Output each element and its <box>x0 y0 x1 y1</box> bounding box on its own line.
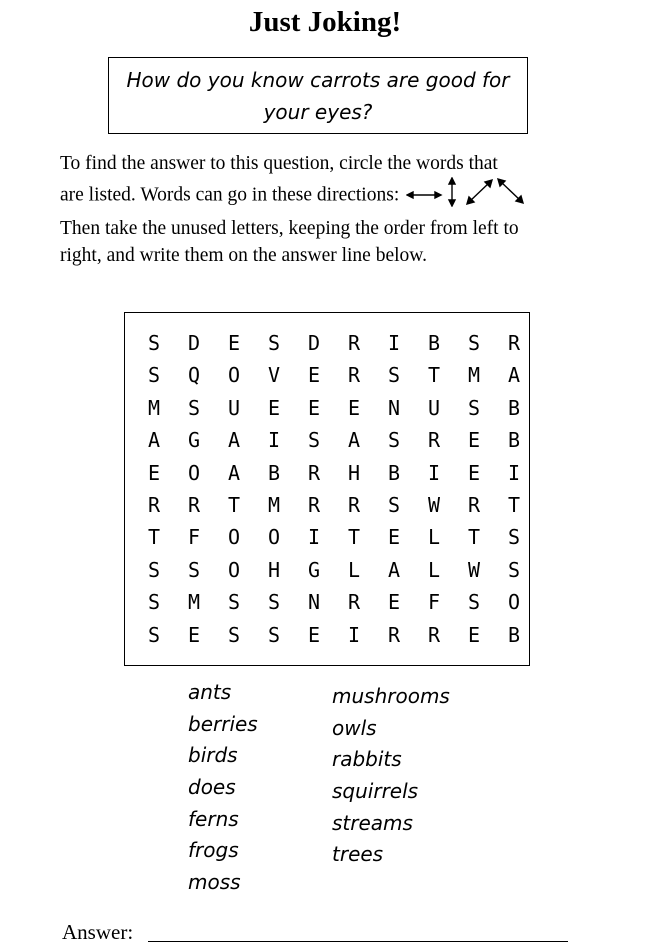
grid-cell[interactable]: E <box>387 525 401 550</box>
word-search-grid <box>134 327 534 651</box>
grid-cell[interactable]: O <box>507 590 521 615</box>
grid-cell[interactable]: R <box>387 622 401 647</box>
grid-cell[interactable]: E <box>187 622 201 647</box>
grid-cell[interactable]: F <box>187 525 201 550</box>
answer-label: Answer: <box>62 920 134 944</box>
grid-cell[interactable]: S <box>227 622 241 647</box>
word-list-item: birds <box>188 743 238 768</box>
grid-cell[interactable]: S <box>507 525 521 550</box>
grid-cell[interactable]: T <box>227 492 241 517</box>
grid-cell[interactable]: D <box>307 331 321 355</box>
grid-cell[interactable]: I <box>307 525 321 550</box>
word-list-column-1 <box>188 677 348 899</box>
instructions-line-2-text: are listed. Words can go in these directions: <box>60 184 400 206</box>
grid-cell[interactable]: V <box>267 363 281 388</box>
instructions-line-3: Then take the unused letters, keeping the order from left to <box>60 218 519 239</box>
grid-cell[interactable]: M <box>467 363 481 388</box>
grid-cell[interactable]: A <box>507 363 521 388</box>
word-list-item: squirrels <box>332 779 419 804</box>
grid-cell[interactable]: B <box>507 428 521 453</box>
grid-cell[interactable]: T <box>427 363 441 388</box>
grid-cell[interactable]: B <box>387 460 401 485</box>
diagonal-down-arrow-icon <box>498 179 523 203</box>
grid-cell[interactable]: S <box>467 331 481 355</box>
grid-cell[interactable]: O <box>227 557 241 582</box>
grid-cell[interactable]: A <box>227 460 241 485</box>
grid-cell[interactable]: S <box>147 331 161 355</box>
grid-cell[interactable]: L <box>347 557 361 582</box>
grid-cell[interactable]: E <box>467 428 481 453</box>
grid-cell[interactable]: L <box>427 525 441 550</box>
grid-cell[interactable]: W <box>427 492 441 517</box>
word-list-item: berries <box>188 711 258 736</box>
grid-cell[interactable]: R <box>347 492 361 517</box>
grid-cell[interactable]: E <box>307 363 321 388</box>
grid-cell[interactable]: R <box>427 622 441 647</box>
grid-cell[interactable]: N <box>387 395 401 420</box>
direction-arrows <box>406 177 526 215</box>
grid-cell[interactable]: H <box>347 460 361 485</box>
word-list-item: ants <box>188 680 232 704</box>
diagonal-up-arrow-icon <box>467 180 492 204</box>
instructions <box>60 150 600 269</box>
grid-cell[interactable]: T <box>147 525 161 550</box>
grid-cell[interactable]: R <box>187 492 201 517</box>
instructions-line-1: To find the answer to this question, circle the words that <box>60 153 498 174</box>
grid-cell[interactable]: S <box>147 622 161 647</box>
question-box <box>108 57 528 134</box>
word-list-item: rabbits <box>332 747 402 772</box>
grid-cell[interactable]: R <box>307 492 321 517</box>
grid-cell[interactable]: E <box>227 331 241 355</box>
grid-cell[interactable]: S <box>267 590 281 615</box>
grid-cell[interactable]: S <box>187 557 201 582</box>
grid-cell[interactable]: S <box>147 363 161 388</box>
answer-line[interactable] <box>148 941 568 942</box>
grid-cell[interactable]: R <box>467 492 481 517</box>
vertical-double-arrow-icon <box>449 178 455 206</box>
page-title: Just Joking! <box>248 6 402 38</box>
question-line-1: How do you know carrots are good for <box>126 68 510 92</box>
word-list-item: frogs <box>188 838 239 863</box>
grid-cell[interactable]: R <box>347 590 361 615</box>
grid-cell[interactable]: I <box>387 331 401 355</box>
grid-cell[interactable]: S <box>467 395 481 420</box>
grid-cell[interactable]: S <box>267 622 281 647</box>
grid-cell[interactable]: E <box>307 622 321 647</box>
grid-cell[interactable]: E <box>267 395 281 420</box>
grid-cell[interactable]: I <box>427 460 441 485</box>
grid-cell[interactable]: E <box>147 460 161 485</box>
grid-cell[interactable]: M <box>187 590 201 615</box>
grid-cell[interactable]: R <box>427 428 441 453</box>
grid-cell[interactable]: R <box>347 331 361 355</box>
grid-cell[interactable]: S <box>387 492 401 517</box>
grid-cell[interactable]: B <box>507 395 521 420</box>
word-search-grid-box <box>124 312 530 666</box>
grid-cell[interactable]: S <box>187 395 201 420</box>
grid-cell[interactable]: R <box>507 331 521 355</box>
question-line-2: your eyes? <box>263 100 373 124</box>
grid-cell[interactable]: W <box>467 557 481 582</box>
horizontal-double-arrow-icon <box>407 192 441 198</box>
grid-cell[interactable]: O <box>187 460 201 485</box>
grid-cell[interactable]: A <box>147 428 161 453</box>
grid-cell[interactable]: E <box>467 460 481 485</box>
word-list-item: trees <box>332 842 384 867</box>
instructions-line-2 <box>60 177 600 215</box>
grid-cell[interactable]: I <box>347 622 361 647</box>
word-list-item: moss <box>188 870 241 895</box>
word-list-item: ferns <box>188 806 239 831</box>
word-list-column-2 <box>332 681 492 871</box>
grid-cell[interactable]: A <box>227 428 241 453</box>
grid-cell[interactable]: O <box>267 525 281 550</box>
word-list-item: owls <box>332 715 377 740</box>
grid-cell[interactable]: S <box>147 590 161 615</box>
grid-cell[interactable]: S <box>267 331 281 355</box>
grid-cell[interactable]: G <box>307 557 321 582</box>
grid-cell[interactable]: U <box>227 395 241 420</box>
grid-cell[interactable]: A <box>347 428 361 453</box>
grid-cell[interactable]: E <box>387 590 401 615</box>
grid-cell[interactable]: S <box>227 590 241 615</box>
word-list-item: does <box>188 775 236 800</box>
grid-cell[interactable]: S <box>307 428 321 453</box>
grid-cell[interactable]: D <box>187 331 201 355</box>
grid-cell[interactable]: N <box>307 590 321 615</box>
grid-cell[interactable]: F <box>427 590 441 615</box>
grid-cell[interactable]: T <box>507 492 521 517</box>
grid-cell[interactable]: G <box>187 428 201 453</box>
grid-cell[interactable]: M <box>267 492 281 517</box>
grid-cell[interactable]: I <box>267 428 281 453</box>
grid-cell[interactable]: E <box>347 395 361 420</box>
grid-cell[interactable]: T <box>467 525 481 550</box>
grid-cell[interactable]: S <box>387 363 401 388</box>
grid-cell[interactable]: E <box>307 395 321 420</box>
grid-cell[interactable]: E <box>467 622 481 647</box>
grid-cell[interactable]: I <box>507 460 521 485</box>
grid-cell[interactable]: S <box>467 590 481 615</box>
grid-cell[interactable]: B <box>267 460 281 485</box>
grid-cell[interactable]: L <box>427 557 441 582</box>
grid-cell[interactable]: S <box>387 428 401 453</box>
grid-cell[interactable]: B <box>427 331 441 355</box>
grid-cell[interactable]: Q <box>187 363 201 388</box>
word-list-item: mushrooms <box>332 684 450 708</box>
grid-cell[interactable]: A <box>387 557 401 582</box>
grid-cell[interactable]: T <box>347 525 361 550</box>
instructions-line-4: right, and write them on the answer line below. <box>60 245 427 266</box>
grid-cell[interactable]: S <box>147 557 161 582</box>
grid-cell[interactable]: S <box>507 557 521 582</box>
grid-cell[interactable]: M <box>147 395 161 420</box>
grid-cell[interactable]: H <box>267 557 281 582</box>
grid-cell[interactable]: R <box>347 363 361 388</box>
grid-cell[interactable]: O <box>227 525 241 550</box>
word-list-item: streams <box>332 810 413 835</box>
grid-cell[interactable]: R <box>307 460 321 485</box>
grid-cell[interactable]: O <box>227 363 241 388</box>
grid-cell[interactable]: U <box>427 395 441 420</box>
grid-cell[interactable]: R <box>147 492 161 517</box>
grid-cell[interactable]: B <box>507 622 521 647</box>
